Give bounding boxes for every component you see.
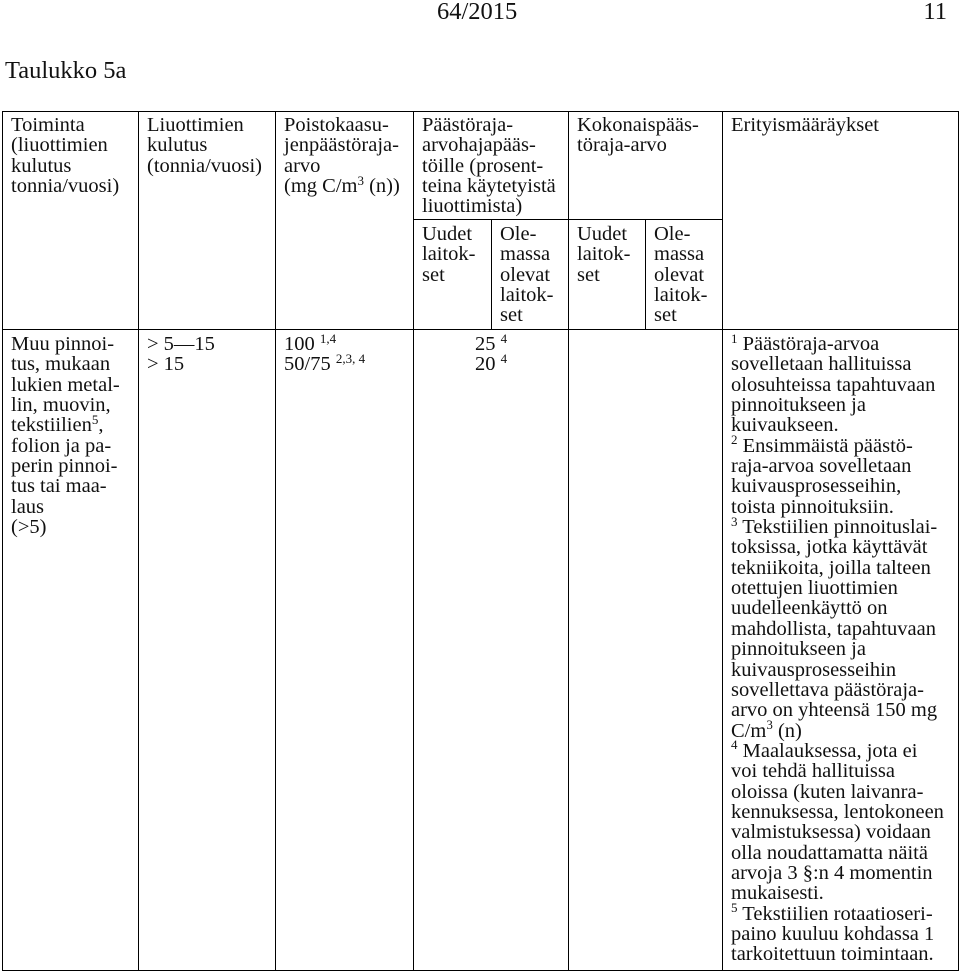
text-line: Kokonaispääs- [577,114,699,136]
text-line: Uudet [577,223,628,245]
text-segment: , [98,414,104,437]
text-segment: C/m [731,719,767,742]
subheader-cell-fugitive-new [413,219,492,330]
text-line [731,330,956,355]
footnote-marker: 1,4 [319,330,337,346]
text-line: set [654,304,677,327]
text-line: Poistokaasu- [284,114,389,136]
text-line: tekniikoita, joilla talteen [731,556,931,579]
text-line: uudelleenkäyttö on [731,597,888,620]
text-line: kuivaukseen. [731,414,839,437]
text-line: töille (prosent- [422,154,544,177]
text-line: tonnia/vuosi) [11,175,120,198]
text-segment: Maalauksessa, jota ei [737,739,918,762]
text-segment: tekstiilien [11,414,92,437]
text-line: lin, muovin, [11,394,111,417]
text-line [414,330,568,355]
header-cell-special-provisions [722,111,959,330]
text-segment: Tekstiilien pinnoituslai- [737,516,938,539]
text-segment: 50/75 [284,353,336,376]
text-line: lukien metal- [11,373,120,396]
footnote-marker: 3 [731,513,738,529]
text-line [731,717,956,742]
footnote-marker: 3 [357,172,364,188]
header-cell-activity [2,111,139,330]
text-line: laus [11,495,45,518]
text-line: set [577,263,600,286]
text-line: sovelletaan hallituissa [731,353,912,376]
footnote-marker: 4 [731,737,738,753]
text-line: olla noudattamatta näitä [731,841,928,864]
text-line [414,350,568,376]
subheader-cell-total-existing [645,219,723,330]
text-line: valmistuksessa) voidaan [731,821,931,844]
text-line: tarkoitettuun toimintaan. [731,943,934,966]
text-line [284,350,411,376]
text-line: perin pinnoi- [11,455,118,478]
text-line: laitok- [577,243,631,266]
text-line: tus, mukaan [11,353,111,376]
text-line: Päästöraja- [422,114,514,136]
text-segment: Päästöraja-arvoa [737,333,880,355]
footnote-marker: 5 [731,900,738,916]
text-line [731,432,956,457]
text-line: laitok- [500,284,554,307]
text-line: pinnoitukseen ja [731,394,866,417]
text-line: set [500,304,523,327]
text-line: arvo on yhteensä 150 mg [731,699,938,722]
text-segment: Tekstiilien rotaatioseri- [737,902,933,925]
text-line: > 5—15 [147,333,215,355]
text-line: arvohajapääs- [422,134,536,157]
issue-number: 64/2015 [437,0,518,25]
row-cell-total-limit [568,329,723,971]
text-line: raja-arvoa sovelletaan [731,455,912,478]
text-line: sovellettava päästöraja- [731,678,924,701]
subheader-cell-total-new [568,219,646,330]
text-line: Ole- [500,223,537,245]
text-line: laitok- [422,243,476,266]
text-line: kuivausprosesseihin, [731,475,902,498]
text-line [284,172,411,198]
text-line: otettujen liuottimien [731,577,898,600]
text-line: Uudet [422,223,473,245]
text-line: olevat [500,263,551,286]
text-line [731,900,956,925]
row-cell-activity [2,329,139,971]
text-segment: (n) [772,719,802,742]
text-line: (tonnia/vuosi) [147,154,263,177]
text-segment: (mg C/m [284,175,358,198]
text-line: olevat [654,263,705,286]
footnote-marker: 2,3, 4 [335,350,366,366]
footnote-marker: 4 [500,350,508,366]
table-title: Taulukko 5a [5,57,127,84]
text-line: teina käytetyistä [422,175,556,198]
footnote-marker: 3 [766,717,773,733]
text-line: jenpäästöraja- [284,134,399,157]
text-line: kulutus [147,134,208,157]
text-line: liuottimista) [422,195,523,218]
text-line: folion ja pa- [11,434,112,457]
header-cell-solvent-consumption [138,111,276,330]
text-segment: (n)) [363,175,400,198]
text-line: arvo [284,154,321,177]
text-segment: 100 [284,333,320,355]
text-line: mukaisesti. [731,882,824,905]
text-line: > 15 [147,353,185,376]
row-cell-waste-gas-limit [275,329,414,971]
subheader-cell-fugitive-existing [491,219,569,330]
text-line: Toiminta [11,114,85,136]
text-line: Muu pinnoi- [11,333,115,355]
header-cell-fugitive-limit [413,111,569,220]
text-line: tus tai maa- [11,475,107,498]
text-line: massa [654,243,705,266]
row-cell-fugitive-limit [413,329,569,971]
text-line: paino kuuluu kohdassa 1 [731,922,935,945]
text-line: oloissa (kuten laivanra- [731,780,924,803]
text-line: kulutus [11,154,72,177]
text-line: toista pinnoituksiin. [731,495,894,518]
text-segment: Ensimmäistä päästö- [737,434,913,457]
text-line: voi tehdä hallituissa [731,760,895,783]
footnote-marker: 1 [731,330,738,346]
row-cell-special-provisions [722,329,959,971]
footnote-marker: 5 [91,411,99,427]
text-line: toksissa, jotka käyttävät [731,536,928,559]
text-line: (>5) [11,516,47,539]
text-line: pinnoitukseen ja [731,638,866,661]
text-line: olosuhteissa tapahtuvaan [731,373,936,396]
text-line: set [422,263,445,286]
text-line: kuivausprosesseihin [731,658,897,681]
text-line: Liuottimien [147,114,244,136]
text-line: Erityismääräykset [731,114,880,136]
text-line: töraja-arvo [577,134,667,157]
text-line: laitok- [654,284,708,307]
header-cell-waste-gas-limit [275,111,414,330]
text-line: kennuksessa, lentokoneen [731,800,944,823]
text-line: (liuottimien [11,134,108,157]
footnote-marker: 2 [731,432,738,448]
footnote-marker: 4 [500,330,508,346]
text-line: massa [500,243,551,266]
text-line: mahdollista, tapahtuvaan [731,617,936,640]
text-line: Ole- [654,223,691,245]
text-line: arvoja 3 §:n 4 momentin [731,861,933,884]
text-line [731,737,956,762]
text-segment: 20 [474,353,501,376]
row-cell-solvent-consumption [138,329,276,971]
page-number: 11 [923,0,947,25]
header-cell-total-limit [568,111,723,220]
text-segment: 25 [474,333,501,355]
text-line [731,513,956,539]
text-line [11,411,136,437]
